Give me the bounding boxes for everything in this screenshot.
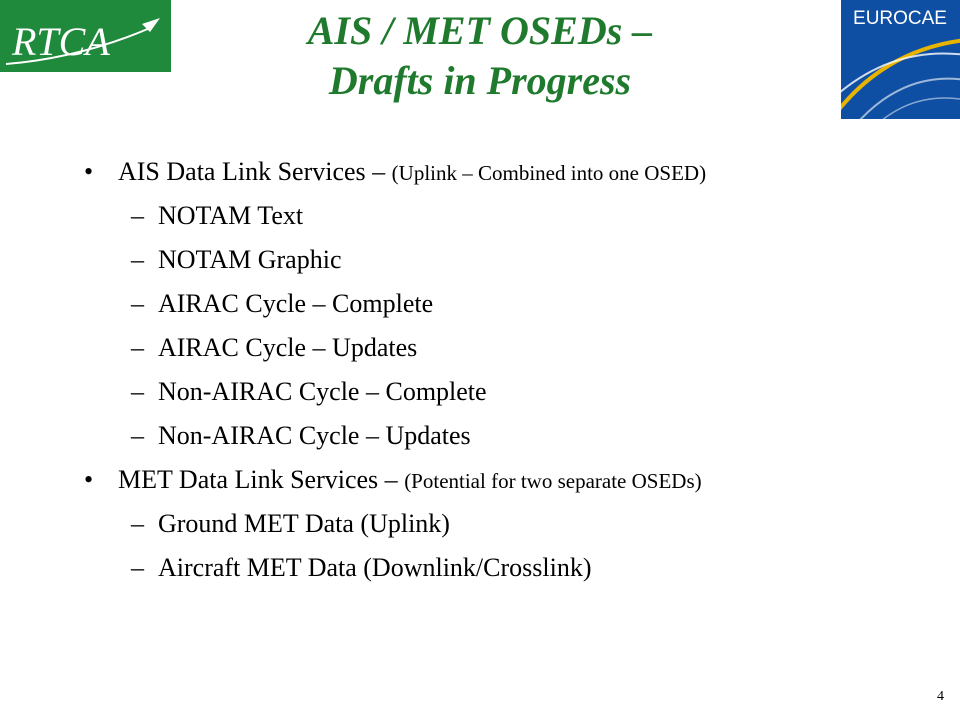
sub-item-text: AIRAC Cycle – Complete (158, 289, 434, 318)
sub-item (0, 326, 900, 370)
bullet-note: (Potential for two separate OSEDs) (404, 469, 702, 493)
sub-item-text: NOTAM Graphic (158, 245, 342, 274)
slide-title (200, 6, 760, 106)
sub-dash: – (131, 553, 144, 582)
eurocae-logo-graphic (841, 0, 960, 119)
bullet-ais-data-link (0, 150, 900, 194)
bullet-met-data-link (0, 458, 900, 502)
bullet-dot: • (84, 465, 94, 494)
sub-item (0, 502, 900, 546)
sub-item-text: NOTAM Text (158, 201, 304, 230)
sub-dash: – (131, 201, 144, 230)
sub-item-text: AIRAC Cycle – Updates (158, 333, 418, 362)
eurocae-logo-text: EUROCAE (853, 8, 947, 29)
slide-content (0, 150, 900, 590)
sub-dash: – (131, 421, 144, 450)
bullet-heading: AIS Data Link Services – (118, 157, 386, 186)
sub-dash: – (131, 289, 144, 318)
bullet-heading: MET Data Link Services – (118, 465, 398, 494)
title-line-2: Drafts in Progress (328, 58, 632, 103)
sub-dash: – (131, 333, 144, 362)
sub-item (0, 546, 900, 590)
sub-item (0, 194, 900, 238)
bullet-dot: • (84, 157, 94, 186)
rtca-logo (0, 0, 171, 72)
page-number: 4 (937, 689, 944, 704)
sub-dash: – (131, 509, 144, 538)
sub-dash: – (131, 245, 144, 274)
sub-item-text: Non-AIRAC Cycle – Updates (158, 421, 471, 450)
sub-item (0, 370, 900, 414)
sub-item (0, 282, 900, 326)
sub-item-text: Ground MET Data (Uplink) (158, 509, 450, 538)
bullet-note: (Uplink – Combined into one OSED) (391, 161, 707, 185)
rtca-logo-graphic (0, 0, 171, 72)
eurocae-logo (841, 0, 960, 119)
sub-item-text: Aircraft MET Data (Downlink/Crosslink) (158, 553, 592, 582)
sub-dash: – (131, 377, 144, 406)
sub-item-text: Non-AIRAC Cycle – Complete (158, 377, 487, 406)
sub-item (0, 414, 900, 458)
sub-item (0, 238, 900, 282)
rtca-logo-text: RTCA (12, 19, 110, 64)
title-line-1: AIS / MET OSEDs – (307, 8, 653, 53)
